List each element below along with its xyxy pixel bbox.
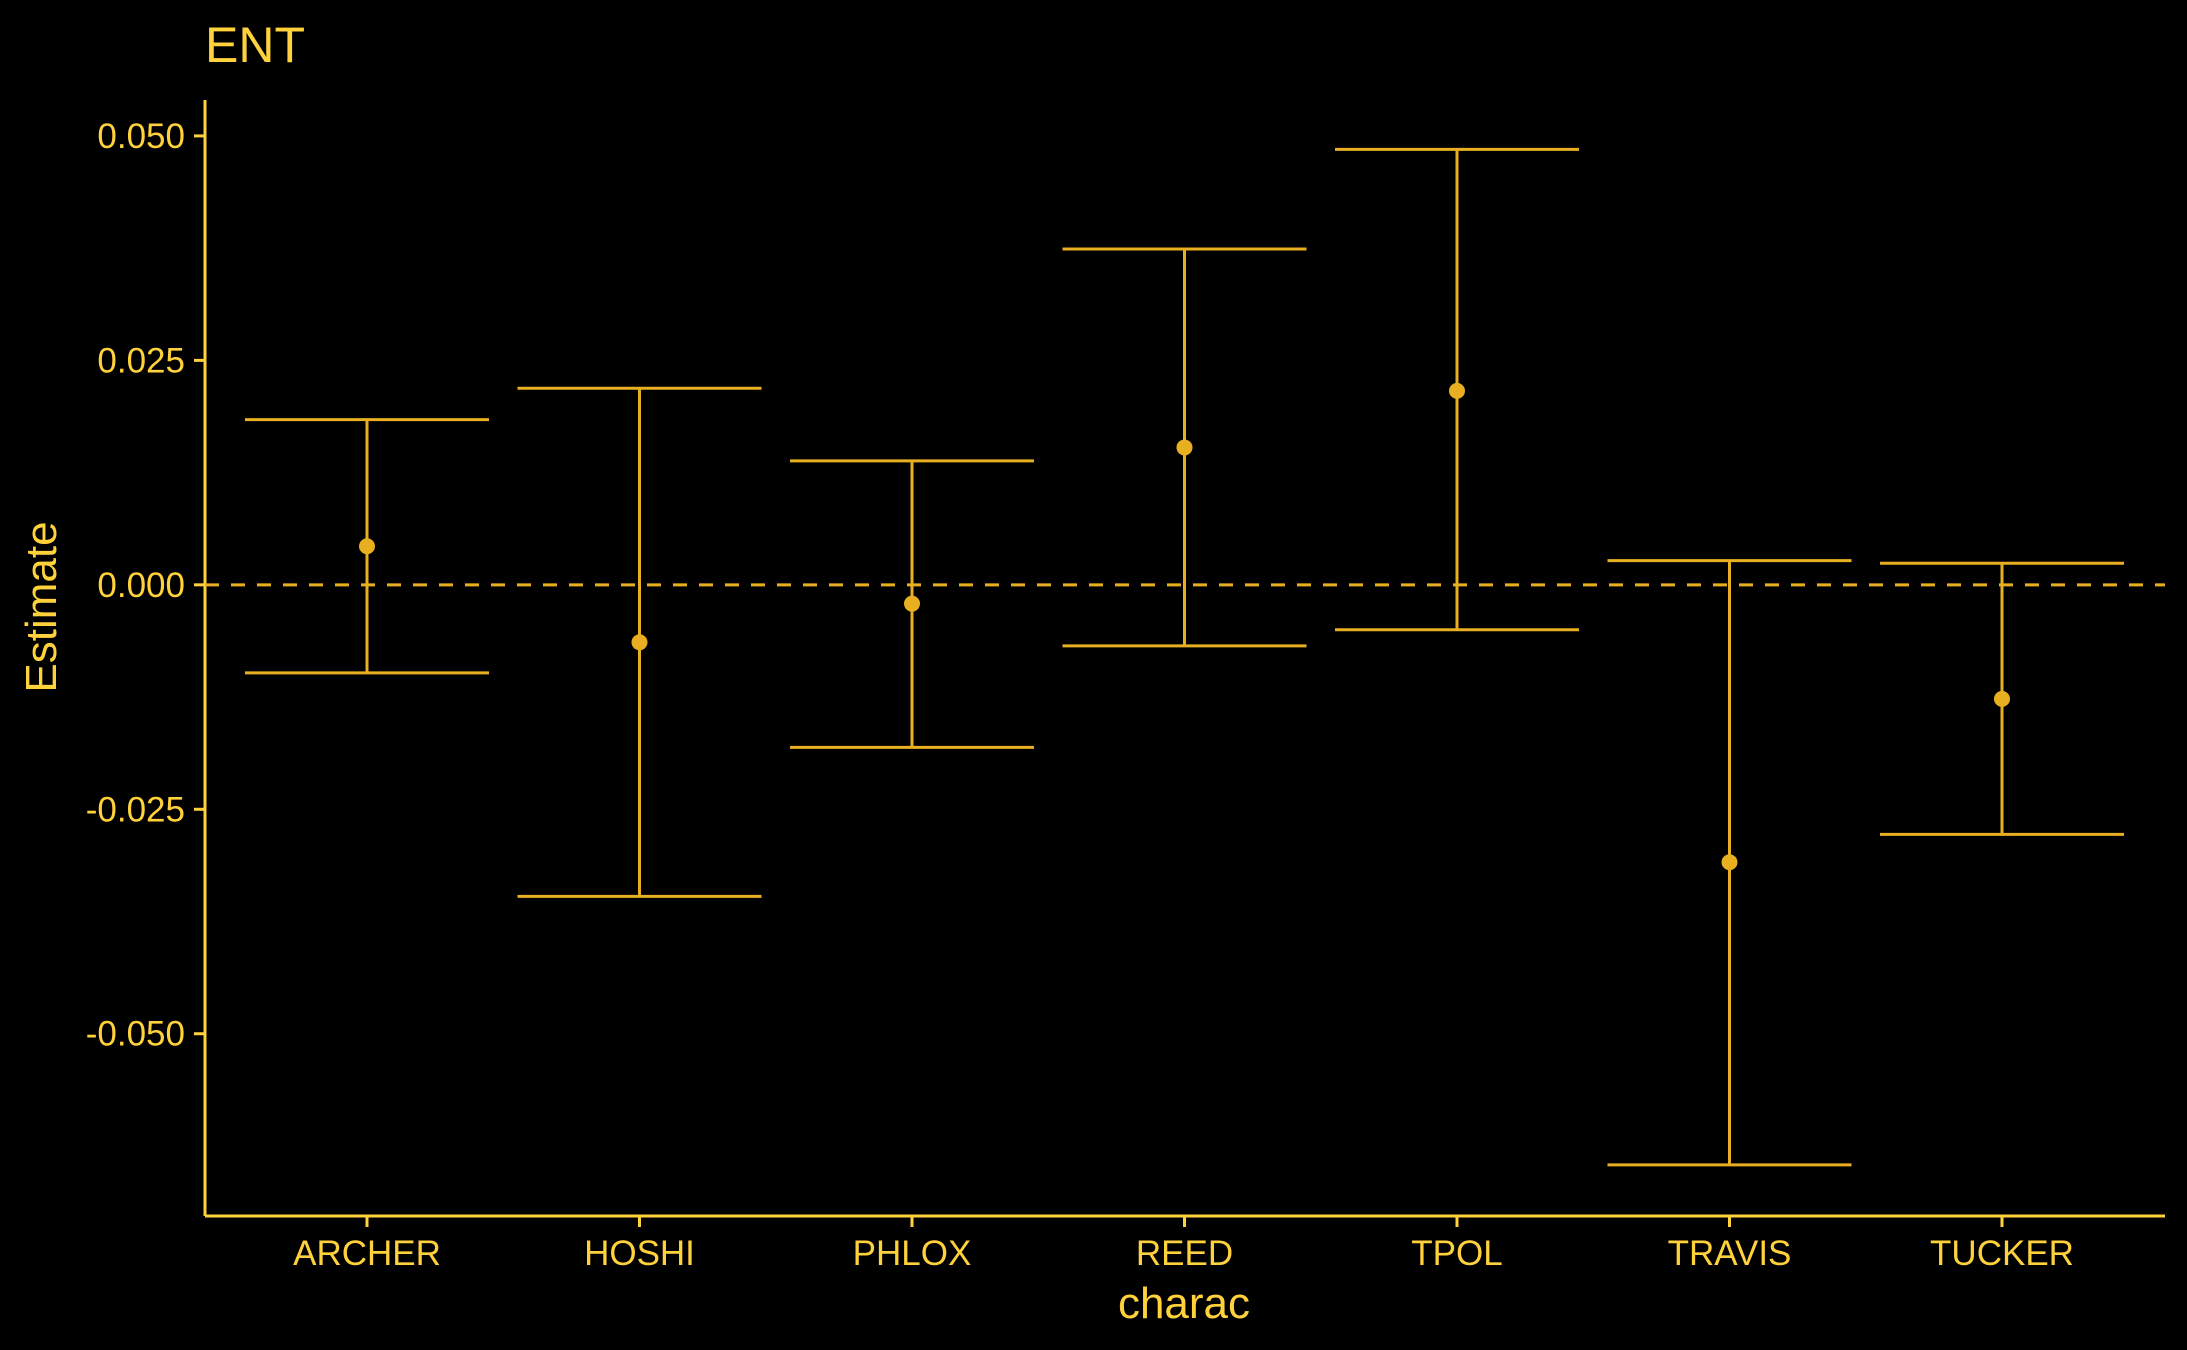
estimate-point [1449,383,1465,399]
x-tick-label: PHLOX [852,1234,972,1273]
y-tick-label: -0.025 [85,790,185,830]
x-tick-label: REED [1135,1234,1234,1273]
estimate-point [1994,691,2010,707]
estimate-point [632,634,648,650]
x-tick-label: HOSHI [584,1234,695,1273]
estimate-point [1722,854,1738,870]
x-tick-label: TPOL [1411,1234,1503,1273]
estimate-point [359,538,375,554]
estimate-point [904,596,920,612]
y-tick-label: 0.000 [97,565,185,605]
x-tick-label: TUCKER [1930,1234,2074,1273]
x-axis-title: charac [1117,1279,1251,1328]
x-tick-label: ARCHER [293,1234,441,1273]
y-tick-label: 0.050 [97,116,185,156]
y-tick-label: 0.025 [97,341,185,381]
y-axis-title: Estimate [17,521,66,693]
x-tick-label: TRAVIS [1667,1234,1792,1273]
chart-title: ENT [205,17,305,73]
y-tick-label: -0.050 [85,1014,185,1054]
estimate-point [1177,439,1193,455]
